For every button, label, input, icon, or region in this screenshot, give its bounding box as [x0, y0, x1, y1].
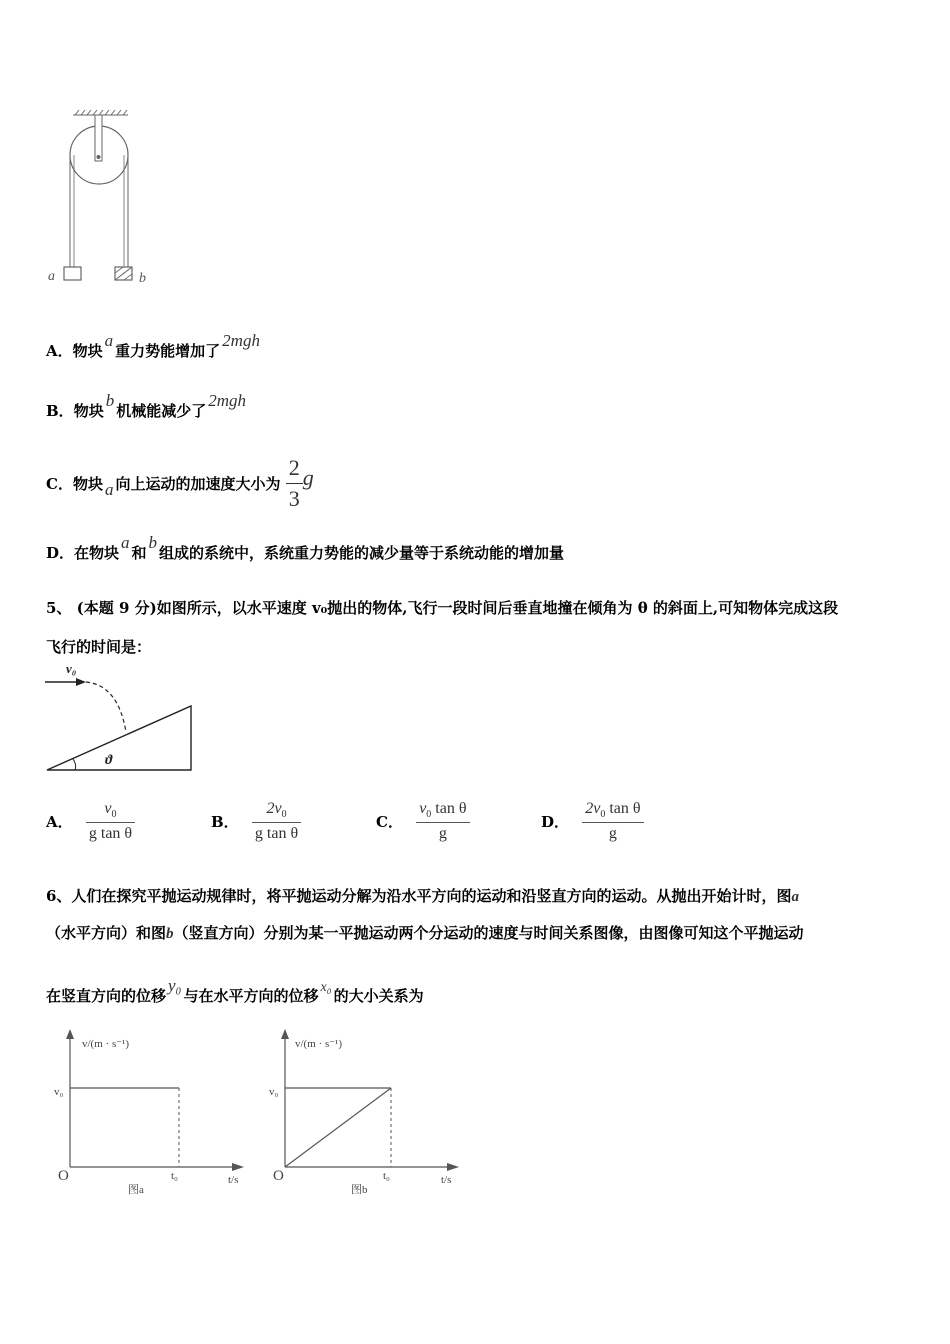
block-a [64, 267, 81, 280]
angle-arc [73, 759, 76, 770]
graph-a-xlabel: t/s [228, 1174, 239, 1186]
incline-figure [40, 655, 200, 780]
incline-triangle [47, 706, 191, 770]
q4-option-d: D．在物块a和b组成的系统中，系统重力势能的减少量等于系统动能的增加量 [46, 533, 565, 562]
pulley-axle-rod [95, 115, 102, 161]
trajectory-dashed [86, 682, 126, 732]
velocity-arrow [76, 678, 86, 686]
graph-a [50, 1025, 250, 1205]
q5-option-b: B． $\frac{2v_0}{\text{g tan θ}}$ [211, 800, 301, 843]
pulley-figure [40, 105, 170, 295]
graph-b-t0-label: t₀ [383, 1170, 390, 1182]
q4-option-c: C．物块 a 向上运动的加速度大小为 $\frac{2}{3}$ g [46, 455, 314, 511]
graph-b-xlabel: t/s [441, 1174, 452, 1186]
graph-b-ylabel: v/(m · s⁻¹) [295, 1038, 342, 1050]
q4-option-b: B．物块b机械能减少了2mgh [46, 391, 246, 420]
q5-c-fraction: $\frac{v_0 \tan \theta}{g}$ [416, 800, 469, 843]
theta-label: ϑ [105, 753, 113, 768]
graph-b-diagonal-line [285, 1088, 391, 1167]
q4-option-a: A．物块a重力势能增加了2mgh [46, 331, 260, 360]
fraction-two-thirds: $\frac{2}{3}$ [286, 455, 303, 512]
q5-a-fraction: $\frac{v_0}{\text{g tan θ}}$ [86, 800, 135, 843]
q5-stem-line2: 飞行的时间是： [46, 638, 152, 656]
graph-a-t0-label: t₀ [171, 1170, 178, 1182]
q6-stem-line3: 在竖直方向的位移y₀与在水平方向的位移 x₀ 的大小关系为 [46, 976, 424, 1005]
q5-d-fraction: $\frac{2v_0 \tan \theta}{g}$ [582, 800, 643, 843]
q5-option-d: D． $\frac{2v_0 \tan \theta}{g}$ [541, 800, 644, 843]
q6-stem-line1: 6、人们在探究平抛运动规律时，将平抛运动分解为沿水平方向的运动和沿竖直方向的运动。从抛出开始计时，图a [46, 887, 799, 905]
graph-a-ylabel: v/(m · s⁻¹) [82, 1038, 129, 1050]
label-b: b [139, 271, 146, 286]
graph-b-v0-label: v₀ [269, 1086, 279, 1098]
label-a: a [48, 269, 55, 284]
q5-option-a: A． $\frac{v_0}{\text{g tan θ}}$ [46, 800, 135, 843]
graph-a-origin: O [58, 1168, 69, 1184]
q5-option-c: C． $\frac{v_0 \tan \theta}{g}$ [376, 800, 470, 843]
q5-b-fraction: $\frac{2v_0}{\text{g tan θ}}$ [252, 800, 301, 843]
q6-stem-line2: （水平方向）和图b（竖直方向）分别为某一平抛运动两个分运动的速度与时间关系图像，由图像可知这个平抛运动 [46, 924, 804, 942]
graph-b [265, 1025, 465, 1205]
v0-label: v₀ [66, 661, 77, 676]
graph-a-v0-label: v₀ [54, 1086, 64, 1098]
ceiling-hatch [73, 110, 128, 115]
q5-stem-line1: 5、 (本题 9 分)如图所示，以水平速度 v₀抛出的物体,飞行一段时间后垂直地撞在倾角为 θ 的斜面上,可知物体完成这段 [46, 599, 839, 617]
graph-b-origin: O [273, 1168, 284, 1184]
graph-b-caption: 图b [351, 1184, 368, 1196]
graph-a-caption: 图a [128, 1184, 144, 1196]
